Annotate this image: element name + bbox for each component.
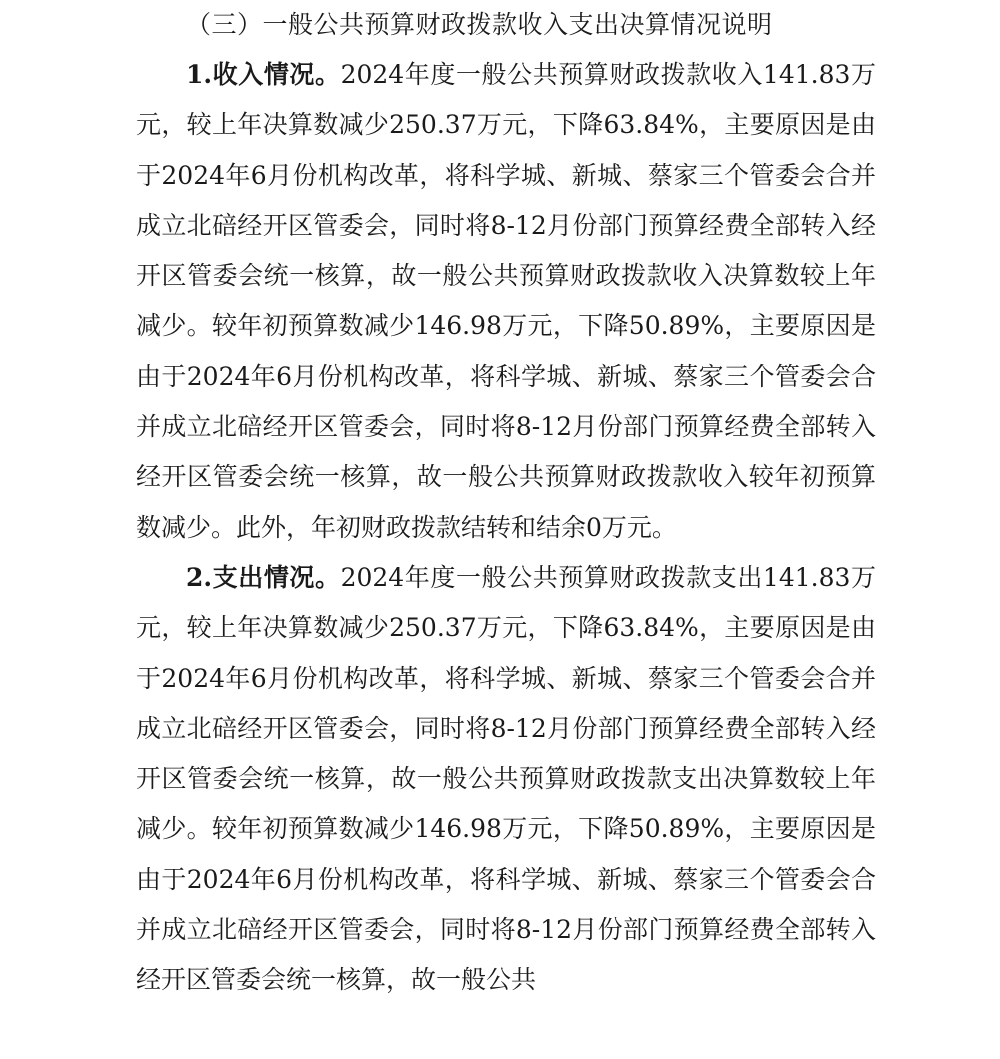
income-lead: 1.收入情况。 [186, 60, 341, 89]
income-body: 2024年度一般公共预算财政拨款收入141.83万元，较上年决算数减少250.37万元，下降63.84%，主要原因是由于2024年6月份机构改革，将科学城、新城、蔡家三个管委会合并成立北碚经开区管委会，同时将8-12月份部门预算经费全部转入经开区管委会统一核算，故一般公共预算财政拨款收入决算数较上年减少。较年初预算数减少146.98万元，下降50.89%，主要原因是由于2024年6月份机构改革，将科学城、新城、蔡家三个管委会合并成立北碚经开区管委会，同时将8-12月份部门预算经费全部转入经开区管委会统一核算，故一般公共预算财政拨款收入较年初预算数减少。此外，年初财政拨款结转和结余0万元。 [136, 60, 876, 542]
expenditure-paragraph [136, 553, 876, 1006]
document-page [136, 0, 876, 1006]
section-heading: （三）一般公共预算财政拨款收入支出决算情况说明 [186, 10, 773, 39]
income-paragraph [136, 50, 876, 553]
expenditure-body: 2024年度一般公共预算财政拨款支出141.83万元，较上年决算数减少250.37万元，下降63.84%，主要原因是由于2024年6月份机构改革，将科学城、新城、蔡家三个管委会合并成立北碚经开区管委会，同时将8-12月份部门预算经费全部转入经开区管委会统一核算，故一般公共预算财政拨款支出决算数较上年减少。较年初预算数减少146.98万元，下降50.89%，主要原因是由于2024年6月份机构改革，将科学城、新城、蔡家三个管委会合并成立北碚经开区管委会，同时将8-12月份部门预算经费全部转入经开区管委会统一核算，故一般公共 [136, 562, 876, 995]
expenditure-lead: 2.支出情况。 [186, 562, 341, 592]
